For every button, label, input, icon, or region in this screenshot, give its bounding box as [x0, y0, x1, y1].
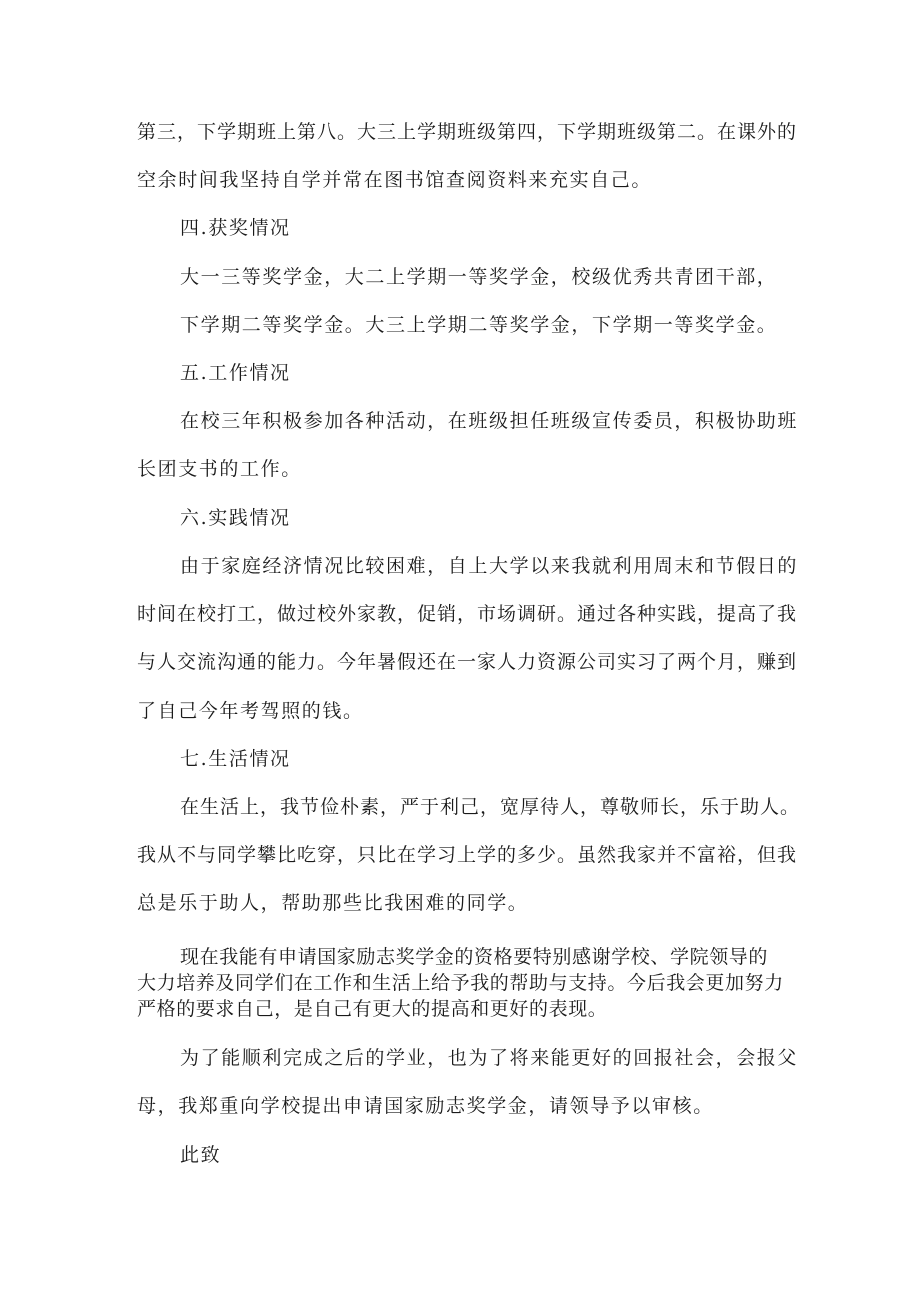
body-text-line: 大一三等奖学金，大二上学期一等奖学金，校级优秀共青团干部，: [180, 266, 778, 288]
body-text-line: 大力培养及同学们在工作和生活上给予我的帮助与支持。今后我会更加努力: [137, 972, 784, 994]
body-text-line: 母，我郑重向学校提出申请国家励志奖学金，请领导予以审核。: [137, 1095, 714, 1117]
body-text-line: 在校三年积极参加各种活动，在班级担任班级宣传委员，积极协助班: [180, 410, 799, 432]
section-heading-awards: 四.获奖情况: [180, 217, 291, 239]
body-text-line: 为了能顺利完成之后的学业，也为了将来能更好的回报社会，会报父: [180, 1047, 799, 1069]
body-text-line: 严格的要求自己，是自己有更大的提高和更好的表现。: [137, 998, 608, 1020]
body-text-line: 与人交流沟通的能力。今年暑假还在一家人力资源公司实习了两个月，赚到: [137, 651, 798, 673]
body-text-line: 空余时间我坚持自学并常在图书馆查阅资料来充实自己。: [137, 169, 653, 191]
body-text-line: 了自己今年考驾照的钱。: [137, 700, 364, 722]
body-text-line: 总是乐于助人，帮助那些比我困难的同学。: [137, 892, 529, 914]
section-heading-work: 五.工作情况: [180, 362, 291, 384]
body-text-line: 现在我能有申请国家励志奖学金的资格要特别感谢学校、学院领导的: [180, 946, 769, 968]
body-text-line: 下学期二等奖学金。大三上学期二等奖学金，下学期一等奖学金。: [180, 314, 778, 336]
section-heading-life: 七.生活情况: [180, 748, 291, 770]
body-text-line: 长团支书的工作。: [137, 458, 302, 480]
body-text-line: 时间在校打工，做过校外家教，促销，市场调研。通过各种实践，提高了我: [137, 603, 798, 625]
body-text-line: 我从不与同学攀比吃穿，只比在学习上学的多少。虽然我家并不富裕，但我: [137, 844, 798, 866]
body-text-line: 第三，下学期班上第八。大三上学期班级第四，下学期班级第二。在课外的: [137, 121, 798, 143]
body-text-line: 由于家庭经济情况比较困难，自上大学以来我就利用周末和节假日的: [180, 555, 799, 577]
closing-salutation: 此致: [180, 1144, 222, 1166]
body-text-line: 在生活上，我节俭朴素，严于利己，宽厚待人，尊敬师长，乐于助人。: [180, 796, 801, 818]
section-heading-practice: 六.实践情况: [180, 507, 291, 529]
